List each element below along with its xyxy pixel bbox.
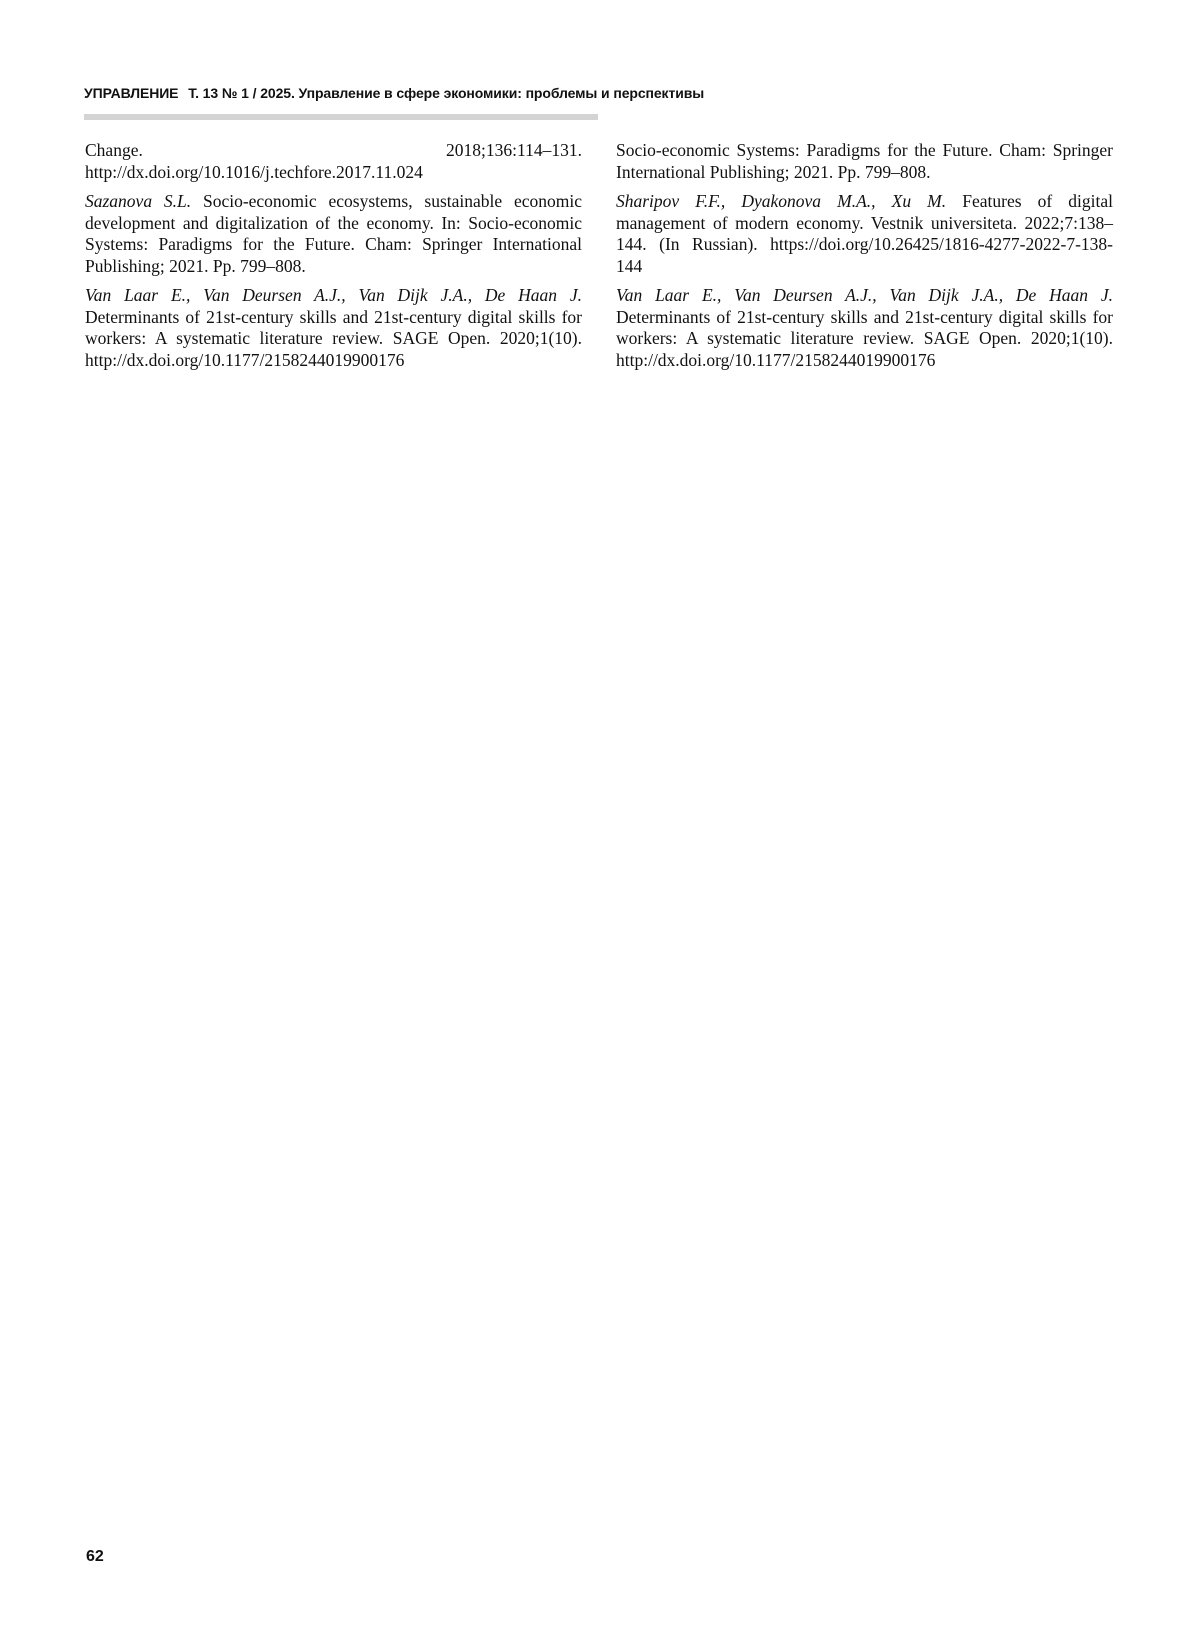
- page-number: 62: [86, 1548, 104, 1565]
- reference-entry: [85, 191, 582, 277]
- reference-text: Change. 2018;136:114–131. http://dx.doi.org/10.1016/j.techfore.2017.11.024: [85, 140, 582, 182]
- references-left-column: [85, 140, 582, 379]
- reference-entry: [616, 285, 1113, 371]
- reference-text: Socio-economic ecosystems, sustainable economic development and digitalization of the economy. In: Socio-economic Systems: Paradigms for the Future. Cham: Springer International Publishing; 2021. Pp. 799–808.: [85, 191, 582, 276]
- reference-text: Determinants of 21st-century skills and 21st-century digital skills for workers: A systematic literature review. SAGE Open. 2020;1(10). http://dx.doi.org/10.1177/2158244019900176: [616, 306, 1113, 370]
- running-head: [84, 85, 704, 101]
- reference-authors: Van Laar E., Van Deursen A.J., Van Dijk J.A., De Haan J.: [616, 285, 1113, 305]
- reference-entry: [85, 285, 582, 371]
- reference-authors: Sazanova S.L.: [85, 191, 192, 211]
- reference-entry: [85, 140, 582, 183]
- journal-name: УПРАВЛЕНИЕ: [84, 85, 179, 101]
- references-right-column: [616, 140, 1113, 379]
- reference-text: Socio-economic Systems: Paradigms for the Future. Cham: Springer International Publishing; 2021. Pp. 799–808.: [616, 140, 1113, 182]
- header-rule: [84, 114, 598, 120]
- reference-authors: Van Laar E., Van Deursen A.J., Van Dijk J.A., De Haan J.: [85, 285, 582, 305]
- reference-text: Determinants of 21st-century skills and 21st-century digital skills for workers: A systematic literature review. SAGE Open. 2020;1(10). http://dx.doi.org/10.1177/2158244019900176: [85, 306, 582, 370]
- reference-entry: [616, 191, 1113, 277]
- reference-authors: Sharipov F.F., Dyakonova M.A., Xu M.: [616, 191, 947, 211]
- issue-info: Т. 13 № 1 / 2025. Управление в сфере экономики: проблемы и перспективы: [188, 85, 705, 101]
- reference-text: Features of digital management of modern economy. Vestnik universiteta. 2022;7:138–144. (In Russian). https://doi.org/10.26425/1816-4277-2022-7-138-144: [616, 191, 1113, 276]
- reference-entry: [616, 140, 1113, 183]
